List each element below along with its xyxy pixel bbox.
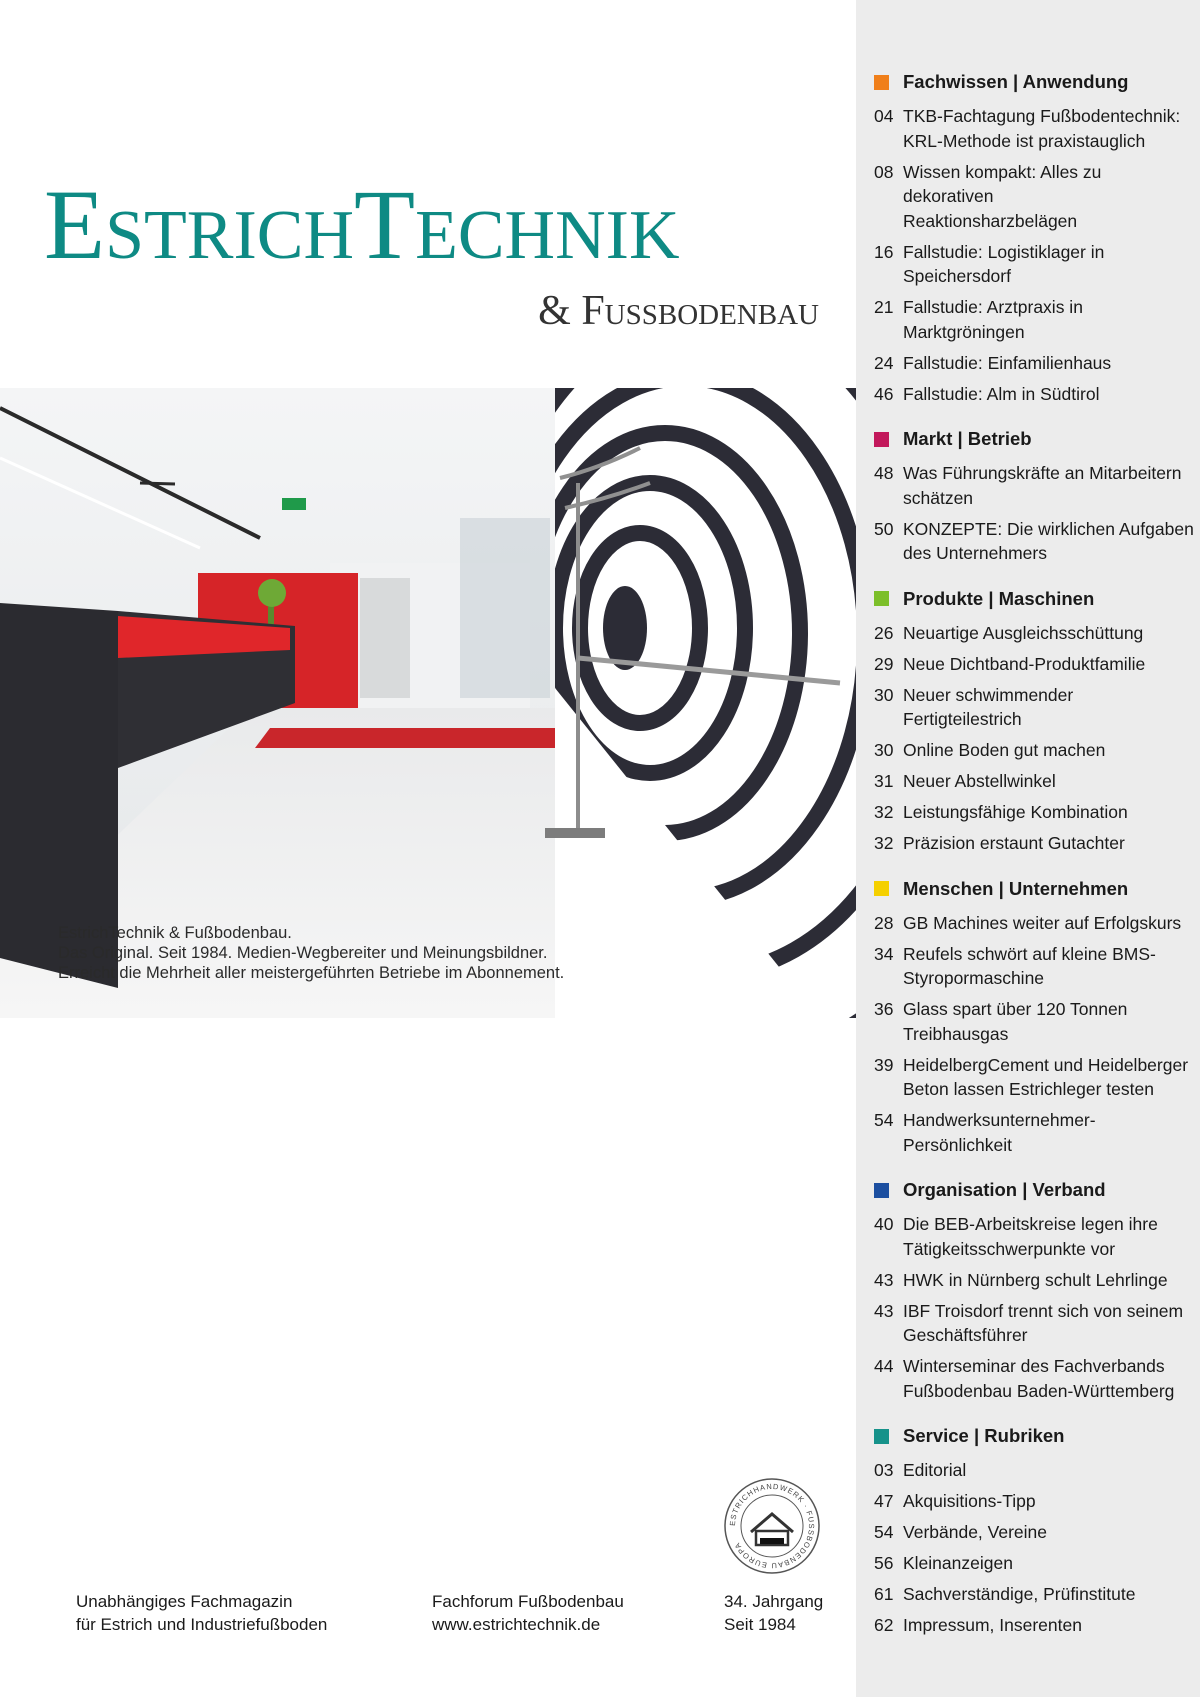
- toc-section-title: Fachwissen | Anwendung: [903, 71, 1129, 92]
- toc-item[interactable]: [874, 461, 1194, 510]
- footer-text: Fachforum Fußbodenbau: [432, 1592, 624, 1611]
- footer-col-3: [724, 1590, 823, 1636]
- toc-item-line: Die BEB-Arbeitskreise legen ihre: [903, 1214, 1158, 1234]
- toc-item-line: KRL-Methode ist praxistauglich: [903, 130, 1146, 151]
- toc-item-line: Winterseminar des Fachverbands: [903, 1356, 1165, 1376]
- toc-item-title: [903, 1489, 1194, 1514]
- section-color-square-icon: [874, 1429, 889, 1444]
- toc-item-title: [903, 1354, 1194, 1403]
- toc-item-title: [903, 800, 1194, 825]
- toc-item-title: [903, 1458, 1194, 1483]
- toc-section-title: Organisation | Verband: [903, 1179, 1106, 1200]
- estrichhandwerk-seal: [722, 1476, 822, 1576]
- toc-item[interactable]: [874, 160, 1194, 234]
- toc-item-line: Fußbodenbau Baden-Württemberg: [903, 1380, 1175, 1401]
- toc-item-line: Kleinanzeigen: [903, 1553, 1013, 1573]
- toc-page-number: 30: [874, 684, 894, 705]
- toc-item-title: [903, 1582, 1194, 1607]
- toc-item-title: [903, 1268, 1194, 1293]
- footer-text: 34. Jahrgang: [724, 1592, 824, 1611]
- toc-page-number: 56: [874, 1553, 894, 1573]
- toc-item-title: [903, 382, 1194, 407]
- caption-line: Das Original. Seit 1984. Medien-Wegbereiter und Meinungsbildner.: [58, 944, 548, 962]
- toc-page-number: 40: [874, 1214, 894, 1234]
- toc-item-title: [903, 942, 1194, 991]
- toc-section: [874, 425, 1194, 566]
- toc-page-number: 04: [874, 106, 894, 126]
- toc-item-line: Akquisitions-Tipp: [903, 1491, 1036, 1511]
- section-color-square-icon: [874, 881, 889, 896]
- toc-item-title: [903, 104, 1194, 153]
- toc-item-line: Reufels schwört auf kleine BMS-: [903, 943, 1156, 964]
- toc-item-title: [903, 1613, 1194, 1638]
- toc-page-number: 54: [874, 1110, 894, 1130]
- toc-page-number: 61: [874, 1584, 894, 1604]
- seal-text: ESTRICHHANDWERK · FUSSBODENBAU EUROPA: [727, 1481, 817, 1571]
- toc-item[interactable]: [874, 997, 1194, 1046]
- toc-item[interactable]: [874, 517, 1194, 566]
- toc-section-header: [874, 68, 1194, 96]
- toc-item-line: HWK in Nürnberg schult Lehrlinge: [903, 1269, 1168, 1290]
- toc-item-line: schätzen: [903, 487, 974, 508]
- toc-item-title: [903, 1299, 1194, 1348]
- toc-item-line: Beton lassen Estrichleger testen: [903, 1079, 1154, 1099]
- section-color-square-icon: [874, 1183, 889, 1198]
- toc-section-title: Menschen | Unternehmen: [903, 877, 1129, 899]
- toc-item-line: Verbände, Vereine: [903, 1522, 1048, 1542]
- toc-item-line: Was Führungskräfte an Mitarbeitern: [903, 463, 1182, 483]
- toc-item-line: TKB-Fachtagung Fußbodentechnik:: [903, 106, 1181, 126]
- toc-item-line: Geschäftsführer: [903, 1325, 1028, 1345]
- toc-page-number: 44: [874, 1356, 894, 1376]
- magazine-title: EstrichTechnik: [44, 169, 680, 280]
- toc-item-line: Handwerksunternehmer-: [903, 1110, 1096, 1130]
- toc-item-title: [903, 461, 1194, 510]
- toc-item[interactable]: [874, 351, 1194, 376]
- toc-item[interactable]: [874, 911, 1194, 936]
- toc-item-title: [903, 351, 1194, 376]
- section-color-square-icon: [874, 591, 889, 606]
- toc-section-header: [874, 875, 1194, 903]
- toc-item-line: IBF Troisdorf trennt sich von seinem: [903, 1300, 1184, 1321]
- toc-item[interactable]: [874, 104, 1194, 153]
- toc-item-line: Glass spart über 120 Tonnen: [903, 999, 1128, 1019]
- toc-page-number: 28: [874, 912, 894, 933]
- toc-item-line: Fallstudie: Einfamilienhaus: [903, 352, 1112, 373]
- toc-page-number: 24: [874, 352, 894, 373]
- toc-item-title: [903, 1520, 1194, 1545]
- toc-item[interactable]: [874, 1489, 1194, 1514]
- toc-item-title: [903, 738, 1194, 763]
- toc-page-number: 16: [874, 241, 894, 262]
- toc-item-line: Präzision erstaunt Gutachter: [903, 833, 1125, 853]
- toc-item-title: [903, 517, 1194, 566]
- toc-item-title: [903, 295, 1194, 344]
- section-color-square-icon: [874, 432, 889, 447]
- toc-item-line: Tätigkeitsschwerpunkte vor: [903, 1238, 1116, 1259]
- toc-item-line: GB Machines weiter auf Erfolgskurs: [903, 912, 1182, 933]
- toc-item-title: [903, 160, 1194, 234]
- toc-section: [874, 585, 1194, 856]
- toc-section-title: Produkte | Maschinen: [903, 587, 1095, 609]
- toc-section-header: [874, 1422, 1194, 1450]
- toc-item-line: Leistungsfähige Kombination: [903, 802, 1128, 822]
- toc-section-header: [874, 425, 1194, 453]
- toc-item[interactable]: [874, 652, 1194, 677]
- toc-section-header: [874, 1176, 1194, 1204]
- magazine-subtitle: & Fussbodenbau: [538, 288, 819, 334]
- toc-page-number: 34: [874, 943, 894, 964]
- toc-item-line: Styropormaschine: [903, 968, 1045, 988]
- toc-item-title: [903, 831, 1194, 856]
- footer-text: für Estrich und Industriefußboden: [76, 1615, 328, 1634]
- toc-page-number: 46: [874, 383, 894, 404]
- toc-item-line: Marktgröningen: [903, 321, 1025, 342]
- toc-item-title: [903, 911, 1194, 936]
- toc-page-number: 31: [874, 771, 894, 791]
- toc-section: [874, 1176, 1194, 1403]
- table-of-contents: [874, 68, 1194, 1657]
- toc-item-line: Reaktionsharzbelägen: [903, 210, 1078, 231]
- toc-item[interactable]: [874, 800, 1194, 825]
- toc-page-number: 50: [874, 518, 894, 539]
- toc-page-number: 03: [874, 1460, 894, 1480]
- toc-item-title: [903, 1551, 1194, 1576]
- toc-page-number: 54: [874, 1522, 894, 1542]
- toc-item[interactable]: [874, 240, 1194, 289]
- toc-item[interactable]: [874, 295, 1194, 344]
- toc-item-line: Impressum, Inserenten: [903, 1615, 1082, 1635]
- toc-item[interactable]: [874, 942, 1194, 991]
- toc-item-title: [903, 997, 1194, 1046]
- toc-item-title: [903, 1108, 1194, 1157]
- toc-item[interactable]: [874, 1582, 1194, 1607]
- toc-item[interactable]: [874, 1613, 1194, 1638]
- toc-item-line: KONZEPTE: Die wirklichen Aufgaben: [903, 518, 1194, 539]
- toc-item-line: Sachverständige, Prüfinstitute: [903, 1584, 1136, 1604]
- toc-item-line: Fallstudie: Logistiklager in: [903, 241, 1105, 262]
- toc-item[interactable]: [874, 1520, 1194, 1545]
- toc-page-number: 32: [874, 833, 894, 853]
- toc-item-line: Neuartige Ausgleichsschüttung: [903, 622, 1144, 643]
- toc-item-line: Persönlichkeit: [903, 1134, 1012, 1155]
- toc-item-line: Editorial: [903, 1460, 967, 1480]
- caption-line: EstrichTechnik & Fußbodenbau.: [58, 924, 292, 942]
- toc-item-line: Neuer schwimmender Fertigteilestrich: [903, 684, 1074, 729]
- toc-item[interactable]: [874, 1299, 1194, 1348]
- toc-item-line: des Unternehmers: [903, 543, 1047, 563]
- toc-section: [874, 875, 1194, 1158]
- toc-item[interactable]: [874, 1268, 1194, 1293]
- toc-item[interactable]: [874, 683, 1194, 732]
- toc-item[interactable]: [874, 382, 1194, 407]
- toc-section: [874, 1422, 1194, 1638]
- toc-page-number: 30: [874, 740, 894, 760]
- toc-section: [874, 68, 1194, 406]
- toc-page-number: 26: [874, 622, 894, 643]
- toc-item-line: Neue Dichtband-Produktfamilie: [903, 653, 1146, 674]
- masthead: [44, 169, 824, 334]
- footer-col-1: [76, 1590, 327, 1636]
- toc-item[interactable]: [874, 621, 1194, 646]
- footer-col-2: [432, 1590, 624, 1636]
- toc-item[interactable]: [874, 1212, 1194, 1261]
- toc-item-line: Neuer Abstellwinkel: [903, 771, 1056, 791]
- footer-text: Unabhängiges Fachmagazin: [76, 1592, 293, 1611]
- toc-section-title: Markt | Betrieb: [903, 428, 1032, 449]
- toc-page-number: 43: [874, 1300, 894, 1321]
- toc-item-title: [903, 769, 1194, 794]
- cover-caption: [58, 923, 564, 983]
- toc-item[interactable]: [874, 1551, 1194, 1576]
- caption-line: Erreicht die Mehrheit aller meistergeführten Betriebe im Abonnement.: [58, 964, 565, 982]
- toc-page-number: 29: [874, 653, 894, 674]
- toc-section-header: [874, 585, 1194, 613]
- toc-item-line: Fallstudie: Alm in Südtirol: [903, 383, 1100, 404]
- toc-item[interactable]: [874, 1108, 1194, 1157]
- toc-item-line: Wissen kompakt: Alles zu dekorativen: [903, 161, 1102, 206]
- toc-item-title: [903, 1212, 1194, 1261]
- toc-page-number: 32: [874, 802, 894, 822]
- toc-item[interactable]: [874, 1458, 1194, 1483]
- toc-item-title: [903, 683, 1194, 732]
- toc-item-line: Fallstudie: Arztpraxis in: [903, 297, 1083, 317]
- toc-item[interactable]: [874, 1354, 1194, 1403]
- toc-page-number: 39: [874, 1054, 894, 1075]
- toc-item-title: [903, 240, 1194, 289]
- toc-section-title: Service | Rubriken: [903, 1425, 1065, 1446]
- section-color-square-icon: [874, 75, 889, 90]
- toc-page-number: 43: [874, 1269, 894, 1290]
- toc-item-line: Speichersdorf: [903, 266, 1011, 286]
- toc-page-number: 62: [874, 1615, 894, 1635]
- toc-item-title: [903, 652, 1194, 677]
- toc-item-title: [903, 621, 1194, 646]
- toc-item[interactable]: [874, 831, 1194, 856]
- toc-item-line: HeidelbergCement und Heidelberger: [903, 1054, 1189, 1075]
- footer-text: Seit 1984: [724, 1615, 796, 1634]
- toc-item[interactable]: [874, 1053, 1194, 1102]
- toc-page-number: 47: [874, 1491, 894, 1511]
- toc-item[interactable]: [874, 738, 1194, 763]
- toc-item-title: [903, 1053, 1194, 1102]
- website-link[interactable]: www.estrichtechnik.de: [432, 1615, 601, 1634]
- toc-page-number: 48: [874, 463, 894, 483]
- toc-item[interactable]: [874, 769, 1194, 794]
- toc-item-line: Online Boden gut machen: [903, 740, 1106, 760]
- toc-page-number: 08: [874, 161, 894, 182]
- toc-item-line: Treibhausgas: [903, 1023, 1009, 1044]
- toc-page-number: 36: [874, 999, 894, 1019]
- toc-page-number: 21: [874, 297, 894, 317]
